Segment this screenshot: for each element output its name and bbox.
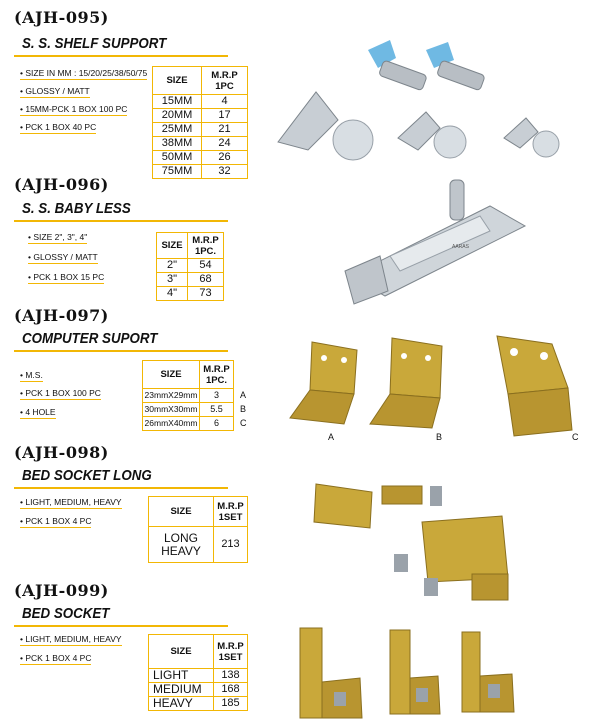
price-table-095 (152, 66, 248, 179)
product-title-099: BED SOCKET (22, 606, 110, 622)
price-table-099 (148, 634, 248, 711)
table-row: LONG HEAVY 213 (149, 527, 248, 563)
table-row: 25MM 21 (153, 123, 248, 137)
bed-socket-long-photo (312, 478, 522, 612)
col-size: SIZE (143, 361, 200, 389)
title-underline (14, 350, 228, 352)
price-table-096 (156, 232, 224, 301)
table-row: 2" 54 (157, 259, 224, 273)
feature-098-2: • PCK 1 BOX 4 PC (20, 516, 91, 528)
table-row: 4" 73 (157, 287, 224, 301)
feature-099-1: • LIGHT, MEDIUM, HEAVY (20, 634, 122, 646)
col-size: SIZE (157, 233, 188, 259)
table-row: 20MM 17 (153, 109, 248, 123)
image-label-b: B (436, 432, 443, 442)
product-title-095: S. S. SHELF SUPPORT (22, 36, 167, 52)
feature-099-2: • PCK 1 BOX 4 PC (20, 653, 91, 665)
product-code-095: (AJH-095) (14, 8, 109, 27)
title-underline (14, 625, 228, 627)
feature-097-2: • PCK 1 BOX 100 PC (20, 388, 101, 400)
feature-095-3: • 15MM-PCK 1 BOX 100 PC (20, 104, 127, 116)
table-row: 26mmX40mm 6 (143, 417, 234, 431)
title-underline (14, 220, 228, 222)
feature-098-1: • LIGHT, MEDIUM, HEAVY (20, 497, 122, 509)
feature-096-1: • SIZE 2", 3", 4" (28, 232, 87, 244)
table-row: 3" 68 (157, 273, 224, 287)
feature-095-1: • SIZE IN MM : 15/20/25/38/50/75 (20, 68, 147, 80)
feature-095-4: • PCK 1 BOX 40 PC (20, 122, 96, 134)
shelf-support-photo (268, 30, 598, 180)
product-code-098: (AJH-098) (14, 443, 109, 462)
col-mrp: M.R.P 1PC. (200, 361, 234, 389)
image-label-a: A (328, 432, 335, 442)
col-size: SIZE (149, 497, 214, 527)
feature-096-2: • GLOSSY / MATT (28, 252, 98, 264)
col-mrp: M.R.P 1SET (214, 497, 248, 527)
row-letter-b: B (240, 404, 247, 414)
title-underline (14, 55, 228, 57)
table-row: 38MM 24 (153, 137, 248, 151)
product-title-098: BED SOCKET LONG (22, 468, 152, 484)
col-mrp: M.R.P 1PC. (188, 233, 224, 259)
product-code-099: (AJH-099) (14, 581, 109, 600)
image-label-c: C (572, 432, 579, 442)
col-size: SIZE (149, 635, 214, 669)
table-row: LIGHT 138 (149, 669, 248, 683)
feature-097-1: • M.S. (20, 370, 43, 382)
baby-less-bolt-photo (340, 176, 540, 316)
table-row: 75MM 32 (153, 165, 248, 179)
product-code-097: (AJH-097) (14, 306, 109, 325)
table-row: 50MM 26 (153, 151, 248, 165)
feature-095-2: • GLOSSY / MATT (20, 86, 90, 98)
col-size: SIZE (153, 67, 202, 95)
engraving-text: AARAS (452, 244, 469, 250)
feature-097-3: • 4 HOLE (20, 407, 56, 419)
row-letter-a: A (240, 390, 247, 400)
price-table-098 (148, 496, 248, 563)
computer-support-photo (282, 332, 592, 444)
feature-096-3: • PCK 1 BOX 15 PC (28, 272, 104, 284)
price-table-097 (142, 360, 234, 431)
table-row: MEDIUM 168 (149, 683, 248, 697)
product-code-096: (AJH-096) (14, 175, 109, 194)
table-row: 15MM 4 (153, 95, 248, 109)
product-title-096: S. S. BABY LESS (22, 201, 131, 217)
table-row: HEAVY 185 (149, 697, 248, 711)
product-title-097: COMPUTER SUPORT (22, 331, 158, 347)
table-row: 23mmX29mm 3 (143, 389, 234, 403)
row-letter-c: C (240, 418, 247, 428)
col-mrp: M.R.P 1PC (202, 67, 248, 95)
bed-socket-photo (290, 622, 530, 726)
col-mrp: M.R.P 1SET (214, 635, 248, 669)
title-underline (14, 487, 228, 489)
table-row: 30mmX30mm 5.5 (143, 403, 234, 417)
